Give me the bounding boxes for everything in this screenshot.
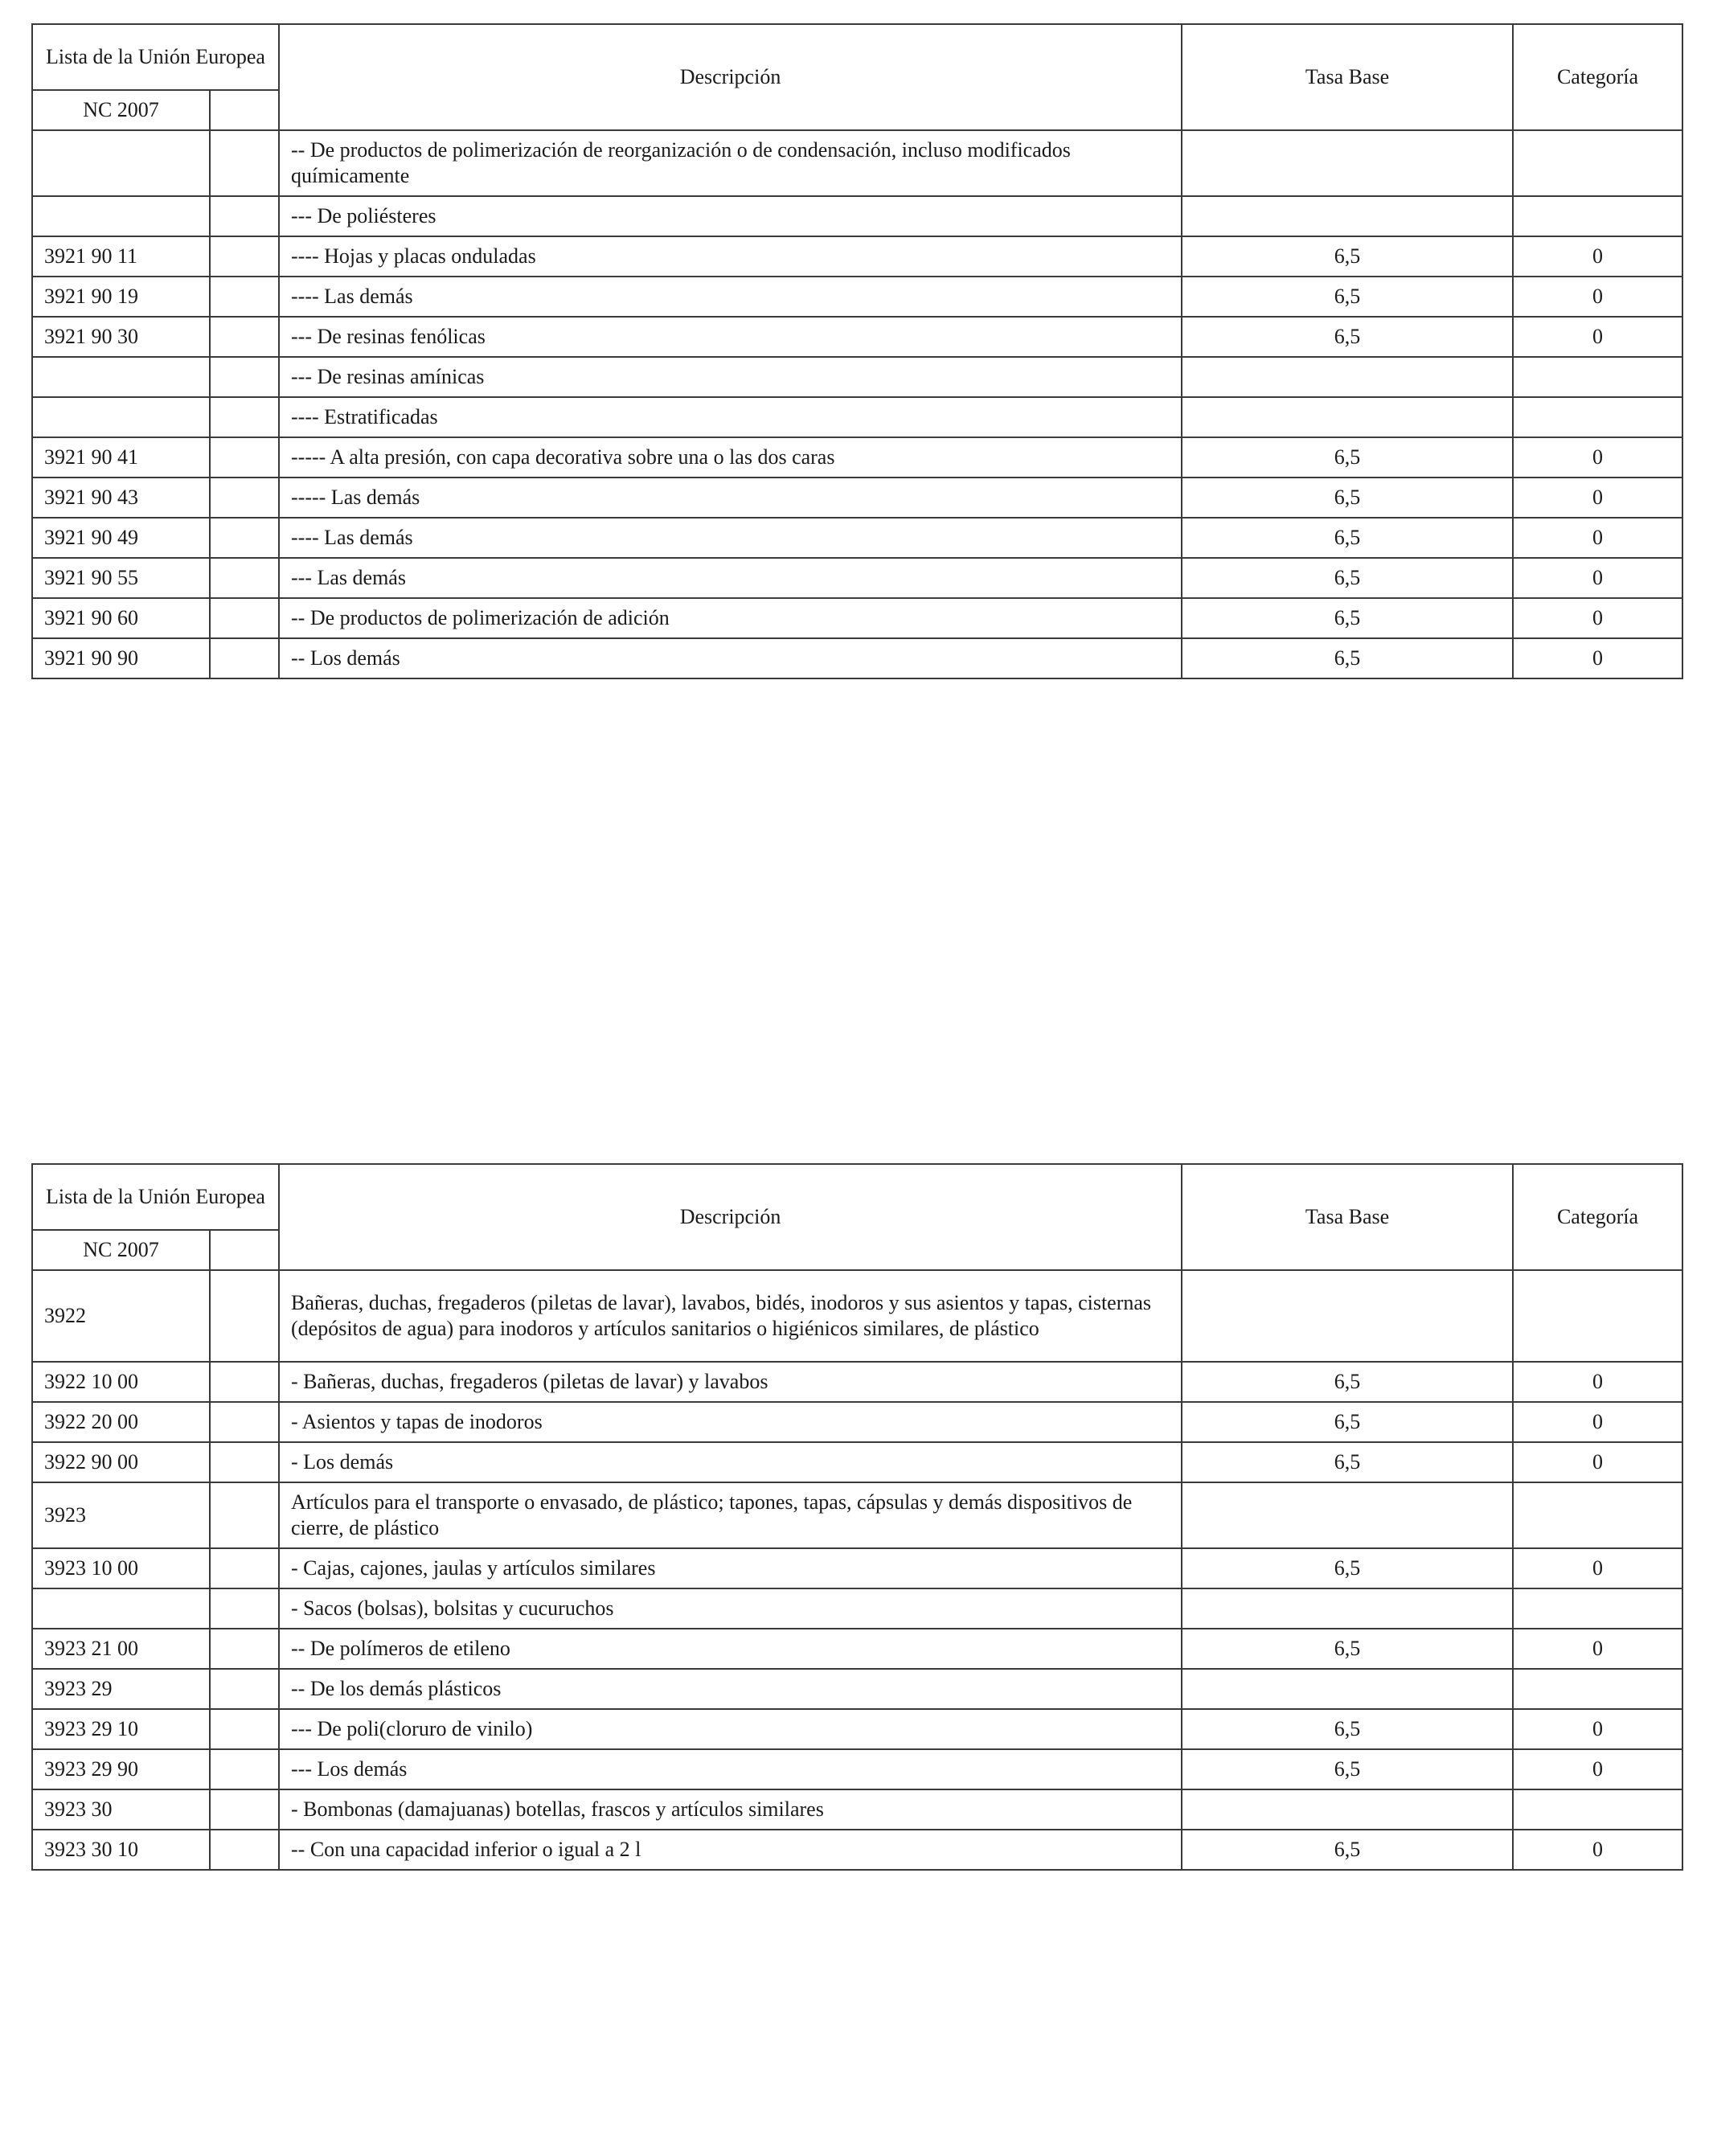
rate-cell [1182, 1270, 1513, 1362]
nc-code-cell: 3923 29 10 [32, 1709, 210, 1749]
nc-code-cell [32, 1588, 210, 1629]
rate-header: Tasa Base [1182, 1164, 1513, 1270]
table-row [32, 598, 1682, 638]
blank-cell [210, 638, 279, 678]
rate-cell: 6,5 [1182, 558, 1513, 598]
table-row [32, 558, 1682, 598]
category-cell: 0 [1513, 1402, 1682, 1442]
table-1-body [32, 24, 1682, 678]
rate-cell: 6,5 [1182, 1442, 1513, 1482]
list-header: Lista de la Unión Europea [32, 1164, 279, 1230]
category-header: Categoría [1513, 1164, 1682, 1270]
blank-cell [210, 1588, 279, 1629]
category-cell: 0 [1513, 558, 1682, 598]
table-row [32, 236, 1682, 277]
category-cell: 0 [1513, 1442, 1682, 1482]
description-cell: ---- Las demás [279, 277, 1182, 317]
blank-cell [210, 236, 279, 277]
rate-cell [1182, 1482, 1513, 1548]
nc-code-cell: 3922 [32, 1270, 210, 1362]
category-cell: 0 [1513, 1749, 1682, 1789]
rate-cell [1182, 397, 1513, 437]
table-row [32, 277, 1682, 317]
description-cell: -- De productos de polimerización de reorganización o de condensación, incluso modificados químicamente [279, 130, 1182, 196]
nc-code-cell: 3923 30 [32, 1789, 210, 1830]
category-cell: 0 [1513, 1629, 1682, 1669]
category-cell: 0 [1513, 317, 1682, 357]
rate-cell [1182, 357, 1513, 397]
rate-cell: 6,5 [1182, 277, 1513, 317]
blank-cell [210, 1789, 279, 1830]
category-cell [1513, 1789, 1682, 1830]
blank-cell [210, 478, 279, 518]
description-cell: - Sacos (bolsas), bolsitas y cucuruchos [279, 1588, 1182, 1629]
nc-code-cell: 3921 90 43 [32, 478, 210, 518]
blank-cell [210, 1709, 279, 1749]
rate-cell [1182, 196, 1513, 236]
tariff-table-1 [31, 23, 1683, 679]
blank-cell [210, 1402, 279, 1442]
rate-cell: 6,5 [1182, 518, 1513, 558]
category-cell: 0 [1513, 437, 1682, 478]
nc-code-cell: 3921 90 11 [32, 236, 210, 277]
rate-cell: 6,5 [1182, 236, 1513, 277]
table-row [32, 1669, 1682, 1709]
description-cell: ---- Hojas y placas onduladas [279, 236, 1182, 277]
category-cell: 0 [1513, 518, 1682, 558]
table-row [32, 1749, 1682, 1789]
blank-cell [210, 598, 279, 638]
nc-code-cell: 3923 21 00 [32, 1629, 210, 1669]
blank-cell [210, 1548, 279, 1588]
nc-code-cell [32, 130, 210, 196]
rate-cell: 6,5 [1182, 1830, 1513, 1870]
nc-code-cell: 3922 10 00 [32, 1362, 210, 1402]
category-cell [1513, 1482, 1682, 1548]
description-cell: -- De polímeros de etileno [279, 1629, 1182, 1669]
description-cell: --- De poli(cloruro de vinilo) [279, 1709, 1182, 1749]
category-cell: 0 [1513, 1830, 1682, 1870]
table-row [32, 1830, 1682, 1870]
table-row [32, 1270, 1682, 1362]
category-cell: 0 [1513, 1548, 1682, 1588]
nc-code-cell: 3921 90 19 [32, 277, 210, 317]
category-cell: 0 [1513, 1709, 1682, 1749]
nc-code-cell [32, 196, 210, 236]
table-row [32, 1629, 1682, 1669]
nc-code-cell: 3921 90 60 [32, 598, 210, 638]
table-row [32, 1482, 1682, 1548]
nc-code-cell: 3921 90 55 [32, 558, 210, 598]
table-row [32, 397, 1682, 437]
table-row [32, 1548, 1682, 1588]
description-cell: --- Las demás [279, 558, 1182, 598]
blank-cell [210, 1362, 279, 1402]
blank-cell [210, 518, 279, 558]
description-cell: Artículos para el transporte o envasado, de plástico; tapones, tapas, cápsulas y demás dispositivos de cierre, de plástico [279, 1482, 1182, 1548]
description-header: Descripción [279, 1164, 1182, 1270]
table-row [32, 518, 1682, 558]
nc-code-cell [32, 357, 210, 397]
nc-blank-header [210, 1230, 279, 1270]
nc-code-cell: 3923 29 90 [32, 1749, 210, 1789]
blank-cell [210, 1749, 279, 1789]
description-cell: ----- Las demás [279, 478, 1182, 518]
description-header: Descripción [279, 24, 1182, 130]
rate-cell: 6,5 [1182, 478, 1513, 518]
nc-code-cell: 3921 90 49 [32, 518, 210, 558]
nc-code-cell: 3923 [32, 1482, 210, 1548]
category-cell [1513, 357, 1682, 397]
table-row [32, 357, 1682, 397]
header-row [32, 1164, 1682, 1230]
description-cell: -- De productos de polimerización de adición [279, 598, 1182, 638]
rate-cell: 6,5 [1182, 1749, 1513, 1789]
description-cell: - Cajas, cajones, jaulas y artículos similares [279, 1548, 1182, 1588]
rate-cell: 6,5 [1182, 1709, 1513, 1749]
rate-header: Tasa Base [1182, 24, 1513, 130]
blank-cell [210, 196, 279, 236]
table-row [32, 1789, 1682, 1830]
description-cell: ----- A alta presión, con capa decorativa sobre una o las dos caras [279, 437, 1182, 478]
nc-blank-header [210, 90, 279, 130]
table-row [32, 130, 1682, 196]
nc-code-cell: 3923 29 [32, 1669, 210, 1709]
blank-cell [210, 1442, 279, 1482]
description-cell: - Los demás [279, 1442, 1182, 1482]
rate-cell: 6,5 [1182, 437, 1513, 478]
category-cell: 0 [1513, 277, 1682, 317]
blank-cell [210, 1669, 279, 1709]
header-row [32, 24, 1682, 90]
rate-cell: 6,5 [1182, 1402, 1513, 1442]
description-cell: -- Los demás [279, 638, 1182, 678]
nc-header: NC 2007 [32, 90, 210, 130]
rate-cell [1182, 1669, 1513, 1709]
description-cell: - Asientos y tapas de inodoros [279, 1402, 1182, 1442]
table-row [32, 317, 1682, 357]
description-cell: ---- Estratificadas [279, 397, 1182, 437]
description-cell: --- De resinas fenólicas [279, 317, 1182, 357]
category-cell [1513, 196, 1682, 236]
rate-cell: 6,5 [1182, 598, 1513, 638]
category-cell [1513, 1588, 1682, 1629]
rate-cell: 6,5 [1182, 317, 1513, 357]
blank-cell [210, 357, 279, 397]
blank-cell [210, 277, 279, 317]
nc-code-cell [32, 397, 210, 437]
blank-cell [210, 437, 279, 478]
description-cell: --- Los demás [279, 1749, 1182, 1789]
blank-cell [210, 130, 279, 196]
table-row [32, 196, 1682, 236]
rate-cell [1182, 130, 1513, 196]
description-cell: - Bombonas (damajuanas) botellas, frascos y artículos similares [279, 1789, 1182, 1830]
category-cell [1513, 1669, 1682, 1709]
rate-cell: 6,5 [1182, 638, 1513, 678]
nc-code-cell: 3921 90 30 [32, 317, 210, 357]
blank-cell [210, 1830, 279, 1870]
table-row [32, 1402, 1682, 1442]
table-row [32, 478, 1682, 518]
tariff-table-2 [31, 1163, 1683, 1871]
blank-cell [210, 558, 279, 598]
category-cell: 0 [1513, 478, 1682, 518]
nc-code-cell: 3923 10 00 [32, 1548, 210, 1588]
blank-cell [210, 397, 279, 437]
description-cell: Bañeras, duchas, fregaderos (piletas de lavar), lavabos, bidés, inodoros y sus asientos y tapas, cisternas (depósitos de agua) para inodoros y artículos sanitarios o higiénicos similares, de plástico [279, 1270, 1182, 1362]
table-row [32, 638, 1682, 678]
description-cell: -- Con una capacidad inferior o igual a 2 l [279, 1830, 1182, 1870]
table-row [32, 1442, 1682, 1482]
description-cell: ---- Las demás [279, 518, 1182, 558]
nc-code-cell: 3923 30 10 [32, 1830, 210, 1870]
table-2-body [32, 1164, 1682, 1870]
blank-cell [210, 1270, 279, 1362]
rate-cell: 6,5 [1182, 1362, 1513, 1402]
rate-cell: 6,5 [1182, 1629, 1513, 1669]
nc-header: NC 2007 [32, 1230, 210, 1270]
category-cell: 0 [1513, 236, 1682, 277]
rate-cell: 6,5 [1182, 1548, 1513, 1588]
category-header: Categoría [1513, 24, 1682, 130]
category-cell: 0 [1513, 1362, 1682, 1402]
nc-code-cell: 3922 20 00 [32, 1402, 210, 1442]
table-row [32, 437, 1682, 478]
category-cell [1513, 130, 1682, 196]
nc-code-cell: 3922 90 00 [32, 1442, 210, 1482]
description-cell: - Bañeras, duchas, fregaderos (piletas de lavar) y lavabos [279, 1362, 1182, 1402]
list-header: Lista de la Unión Europea [32, 24, 279, 90]
blank-cell [210, 1629, 279, 1669]
description-cell: --- De poliésteres [279, 196, 1182, 236]
blank-cell [210, 317, 279, 357]
category-cell: 0 [1513, 598, 1682, 638]
table-row [32, 1588, 1682, 1629]
table-row [32, 1709, 1682, 1749]
description-cell: -- De los demás plásticos [279, 1669, 1182, 1709]
blank-cell [210, 1482, 279, 1548]
description-cell: --- De resinas amínicas [279, 357, 1182, 397]
rate-cell [1182, 1588, 1513, 1629]
category-cell [1513, 1270, 1682, 1362]
table-row [32, 1362, 1682, 1402]
category-cell: 0 [1513, 638, 1682, 678]
nc-code-cell: 3921 90 41 [32, 437, 210, 478]
rate-cell [1182, 1789, 1513, 1830]
category-cell [1513, 397, 1682, 437]
nc-code-cell: 3921 90 90 [32, 638, 210, 678]
